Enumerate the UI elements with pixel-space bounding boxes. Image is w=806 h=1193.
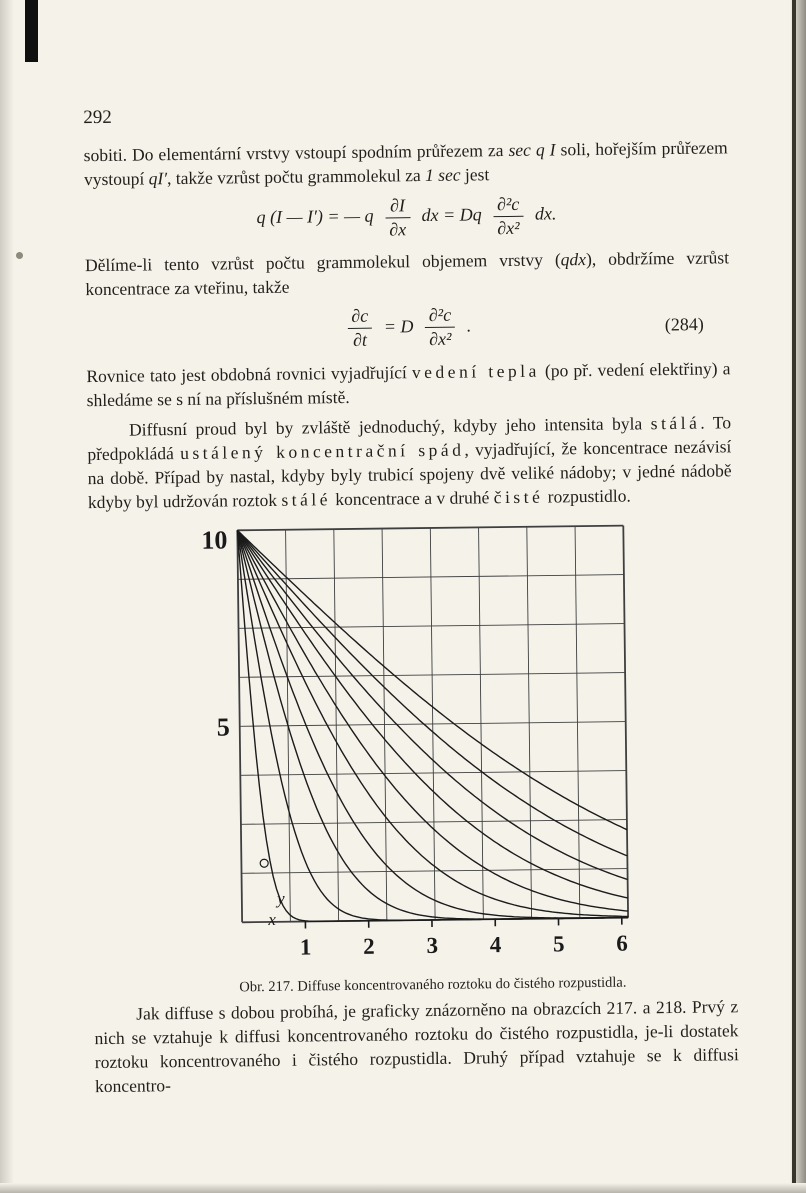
- figure-217: [177, 518, 738, 997]
- x-tick-label: 5: [552, 931, 565, 957]
- figure-caption: Obr. 217. Diffuse koncentrovaného roztoku do čistého rozpustidla.: [239, 974, 627, 996]
- text-segment: Jak diffuse s dobou probíhá, je graficky znázorněno na obrazcích 217. a 218. Prvý z nich se vztahuje k diffusi koncentrovaného roztoku do čistého rozpustidla, je-li dostatek roztoku koncentrovaného i čistého rozpustidla. Druhý případ vztahuje se k diffusi koncentro-: [94, 995, 739, 1096]
- x-tick-label: 2: [363, 933, 375, 959]
- x-tick-label: 3: [426, 932, 439, 958]
- text-segment: stálá: [650, 412, 701, 434]
- eq2-fraction-1: [347, 306, 372, 351]
- text-segment: . To předpokládá: [87, 412, 732, 464]
- scan-ink-mark: [25, 0, 38, 62]
- text-segment: sec q I: [508, 139, 556, 160]
- text-segment: , vyjadřující, že koncentrace nezávisí na době. Případ by nastal, kdyby byly trubicí spojeny dvě veliké nádoby; v jedné nádobě kdyby byl udržován roztok: [87, 436, 732, 512]
- origin-label-y: y: [276, 888, 285, 908]
- eq2-end: .: [466, 315, 472, 336]
- eq1-frac1-denominator: ∂x: [389, 218, 407, 240]
- page-number: 292: [83, 106, 112, 129]
- point-marker: [260, 859, 268, 867]
- eq2-fraction-2: [425, 305, 456, 350]
- equation-2: [86, 302, 730, 354]
- paragraph-3: [86, 356, 731, 412]
- x-tick-label: 4: [489, 931, 502, 958]
- text-segment: rozpustidlo.: [543, 485, 631, 507]
- x-tick-label: 1: [299, 934, 312, 960]
- text-segment: vedení tepla: [411, 360, 540, 382]
- diffusion-chart: [177, 518, 737, 978]
- equation-number: (284): [664, 313, 704, 335]
- paragraph-1: [84, 135, 729, 191]
- text-segment: ), obdržíme vzrůst koncentrace za vteřinu, takže: [85, 247, 730, 300]
- text-segment: koncentrace a v druhé: [330, 486, 494, 509]
- eq2-frac1-numerator: ∂c: [347, 306, 372, 329]
- y-tick-label: 10: [201, 525, 228, 555]
- eq2-frac1-denominator: ∂t: [352, 329, 368, 350]
- text-segment: , takže vzrůst počtu grammolekul za: [166, 165, 426, 189]
- text-segment: qdx: [560, 249, 587, 270]
- eq1-frac2-numerator: ∂²c: [493, 194, 524, 217]
- eq1-frac1-numerator: ∂I: [385, 195, 410, 218]
- text-segment: sobiti. Do elementární vrstvy vstoupí spodním průřezem za: [83, 139, 509, 166]
- text-segment: čisté: [493, 486, 544, 507]
- eq1-lhs: q (I — I′) = — q: [256, 205, 374, 228]
- eq1-end: dx.: [534, 203, 557, 224]
- text-segment: ustálený koncentrační spád: [180, 439, 465, 463]
- eq2-frac2-denominator: ∂x²: [429, 328, 452, 350]
- eq1-fraction-1: [385, 195, 410, 240]
- scan-speck: [16, 252, 23, 259]
- scan-binding-line: [792, 0, 796, 1193]
- x-tick-label: 6: [616, 930, 628, 956]
- scan-edge-bottom: [0, 1183, 806, 1193]
- text-segment: soli, hořejším průřezem vystoupí: [83, 137, 728, 190]
- text-segment: qI′: [148, 168, 168, 189]
- equation-1: [84, 191, 728, 243]
- text-segment: Rovnice tato jest obdobná rovnici vyjadřující: [86, 361, 413, 386]
- diffusion-chart-svg: [177, 519, 682, 973]
- paragraph-4: [87, 410, 732, 514]
- text-segment: (po př. vedení elektřiny) a shledáme se s ní na příslušném místě.: [86, 358, 731, 410]
- text-segment: 1 sec: [424, 164, 461, 186]
- scan-edge-left: [0, 0, 14, 1193]
- eq1-frac2-denominator: ∂x²: [497, 217, 520, 238]
- eq1-middle: dx = Dq: [421, 204, 482, 226]
- text-segment: Dělíme-li tento vzrůst počtu grammolekul objemem vrstvy (: [84, 249, 561, 276]
- text-segment: stálé: [281, 488, 332, 510]
- eq2-middle: = D: [383, 315, 414, 337]
- origin-label-x: x: [268, 909, 276, 929]
- eq2-frac2-numerator: ∂²c: [425, 305, 456, 328]
- y-tick-label: 5: [216, 712, 230, 742]
- paragraph-5: [94, 994, 739, 1098]
- paragraph-2: [85, 246, 730, 302]
- eq1-fraction-2: [493, 194, 524, 239]
- text-segment: jest: [460, 164, 490, 185]
- text-segment: Diffusní proud byl by zvláště jednoduchý, kdyby jeho intensita byla: [128, 413, 651, 440]
- page-content: [83, 99, 739, 1104]
